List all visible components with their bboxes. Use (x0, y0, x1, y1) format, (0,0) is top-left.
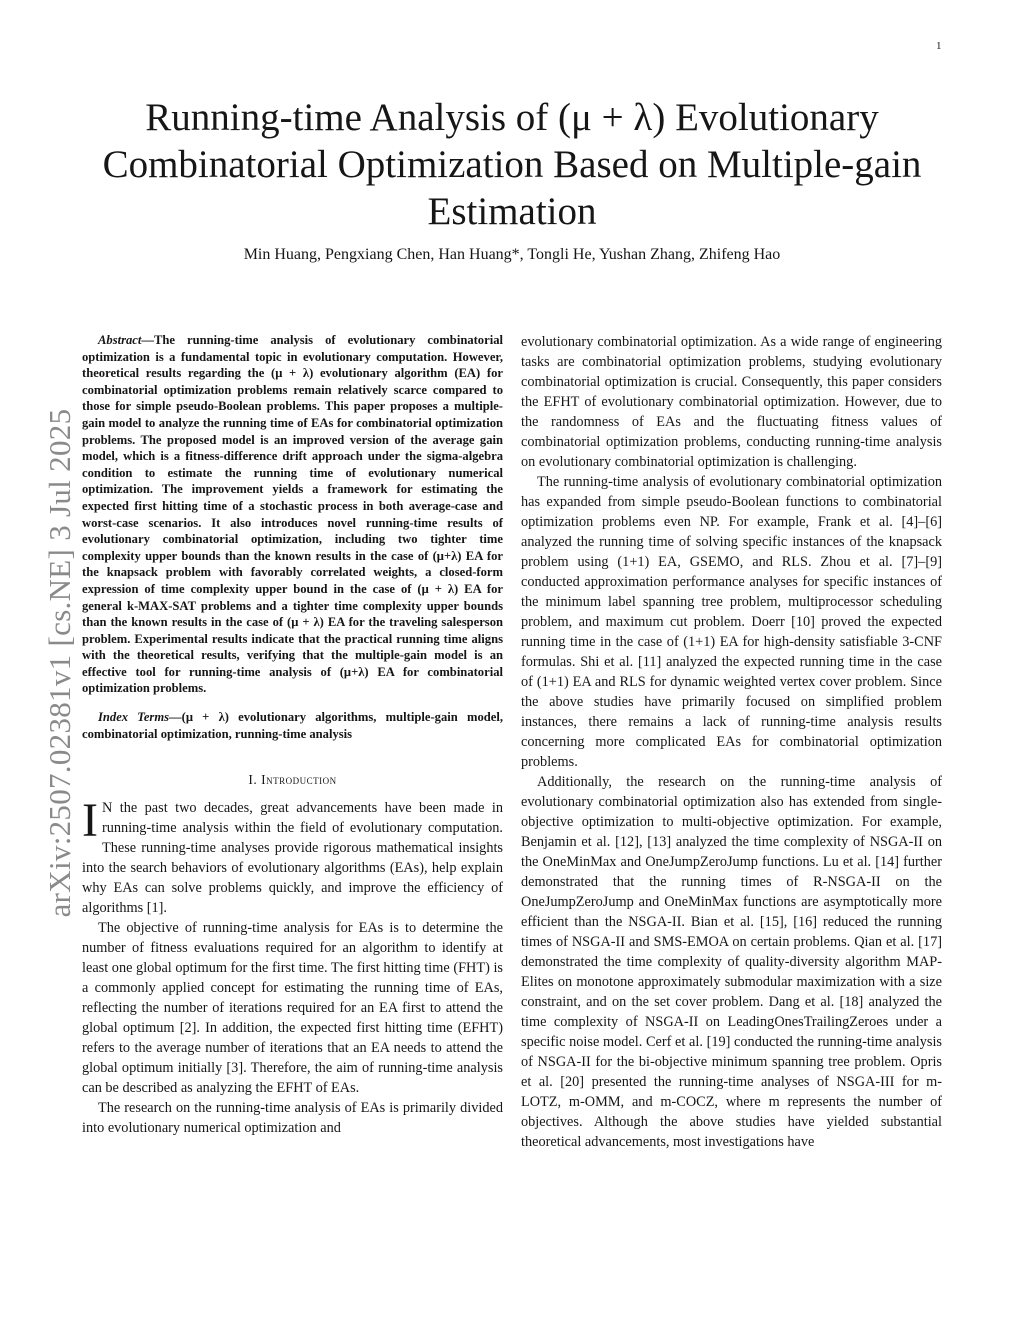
abstract (82, 332, 503, 697)
right-paragraph-2: The running-time analysis of evolutionary combinatorial optimization has expanded from simple pseudo-Boolean functions to combinatorial optimization problems even NP. For example, Frank et al. [4]–[6] analyzed the running time of solving specific instances of the knapsack problem using (1+1) EA, GSEMO, and RLS. Zhou et al. [7]–[9] conducted approximation performance analyses for specific instances of the minimum label spanning tree problem, multiprocessor scheduling problem, and maximum cut problem. Doerr [10] proved the expected running time in the case of (1+1) EA for high-density satisfiable 3-CNF formulas. Shi et al. [11] analyzed the expected running time in the case of (1+1) EA and RLS for dynamic weighted vertex cover problem. Since the above studies have primarily focused on simplified problem instances, there remains a lack of running-time analysis results concerning more complicated EAs for combinatorial optimization problems. (521, 474, 942, 770)
title-line-1: Running-time Analysis of (μ + λ) Evolutionary (145, 96, 879, 139)
abstract-text: —The running-time analysis of evolutionary combinatorial optimization is a fundamental topic in evolutionary computation. However, theoretical results regarding the (μ + λ) evolutionary algorithm (EA) for combinatorial optimization problems remain relatively scarce compared to those for simple pseudo-Boolean problems. This paper proposes a multiple-gain model to analyze the running time of EAs for combinatorial optimization problems. The proposed model is an improved version of the average gain model, which is a fitness-difference drift approach under the sigma-algebra condition to estimate the running time of evolutionary numerical optimization. The improvement yields a framework for estimating the expected first hitting time of a stochastic process in both average-case and worst-case scenarios. It also introduces novel running-time results of evolutionary combinatorial optimization, including two tighter time complexity upper bounds than the known results in the case of (μ+λ) EA for the knapsack problem with favorably correlated weights, a closed-form expression of time complexity upper bound in the case of (μ + λ) EA for general k-MAX-SAT problems and a tighter time complexity upper bounds than the known results in the case of (μ + λ) EA for the traveling salesperson problem. Experimental results indicate that the practical running time aligns with the theoretical results, verifying that the multiple-gain model is an effective tool for running-time analysis of (μ+λ) EA for combinatorial optimization problems. (82, 333, 503, 696)
intro-paragraph-1 (82, 794, 503, 918)
drop-cap: I (82, 794, 98, 848)
page-number: 1 (936, 40, 942, 52)
title-line-3: Estimation (427, 190, 597, 233)
right-paragraph-3: Additionally, the research on the running-time analysis of evolutionary combinatorial optimization also has extended from single-objective optimization to multi-objective optimization. For example, Benjamin et al. [12], [13] analyzed the time complexity of NSGA-II on the OneMinMax and OneJumpZeroJump functions. Lu et al. [14] further demonstrated that the running times of R-NSGA-II on the OneJumpZeroJump and OneMinMax functions are asymptotically more efficient than the NSGA-II. Bian et al. [15], [16] reduced the running times of NSGA-II and SMS-EMOA on certain problems. Qian et al. [17] demonstrated the time complexity of quality-diversity algorithm MAP-Elites on monotone approximately submodular maximization with a size constraint, and on the set cover problem. Dang et al. [18] analyzed the time complexity of NSGA-II on LeadingOnesTrailingZeroes under a specific noise model. Cerf et al. [19] conducted the running-time analysis of NSGA-II for the bi-objective minimum spanning tree problem. Opris et al. [20] presented the running-time analyses of NSGA-III for m-LOTZ, m-OMM, and m-COCZ, where m represents the number of objectives. Although the above studies have yielded substantial theoretical advancements, most investigations have (521, 774, 942, 1150)
paper-title (70, 94, 954, 235)
index-terms-text: —(μ + λ) evolutionary algorithms, multiple-gain model, combinatorial optimization, running-time analysis (82, 710, 503, 741)
left-column (82, 332, 503, 1138)
title-line-2: Combinatorial Optimization Based on Multiple-gain (102, 143, 922, 186)
index-terms-label: Index Terms (98, 710, 170, 725)
author-list: Min Huang, Pengxiang Chen, Han Huang*, Tongli He, Yushan Zhang, Zhifeng Hao (243, 246, 781, 263)
section-heading-introduction: I. Introduction (248, 772, 337, 788)
intro-paragraph-3: The research on the running-time analysis of EAs is primarily divided into evolutionary numerical optimization and (82, 1100, 503, 1137)
intro-paragraph-2: The objective of running-time analysis for EAs is to determine the number of fitness evaluations required for an algorithm to identify at least one global optimum for the first time. The first hitting time (FHT) is a commonly applied concept for estimating the running time of EAs, reflecting the number of iterations required for an EA first to attend the global optimum [2]. In addition, the expected first hitting time (EFHT) refers to the average number of iterations that an EA needs to attend the global optimum initially [3]. Therefore, the aim of running-time analysis can be described as analyzing the EFHT of EAs. (82, 920, 503, 1097)
intro-lead: N (101, 800, 113, 817)
arxiv-side-stamp: arXiv:2507.02381v1 [cs.NE] 3 Jul 2025 (42, 408, 77, 918)
right-column (521, 332, 942, 1152)
right-paragraph-1: evolutionary combinatorial optimization. As a wide range of engineering tasks are combinatorial optimization problems, studying evolutionary combinatorial optimization is crucial. Consequently, this paper considers the EFHT of evolutionary combinatorial optimization. However, due to the randomness of EAs and the fluctuating fitness values of combinatorial optimization problems, conducting running-time analysis on evolutionary combinatorial optimization is challenging. (521, 334, 942, 470)
intro-paragraph-1-text: the past two decades, great advancements have been made in running-time analysis within the field of evolutionary computation. These running-time analyses provide rigorous mathematical insights into the search behaviors of evolutionary algorithms (EAs), help explain why EAs can solve problems quickly, and improve the efficiency of algorithms [1]. (82, 800, 503, 917)
abstract-label: Abstract (98, 333, 142, 347)
index-terms (82, 709, 503, 742)
